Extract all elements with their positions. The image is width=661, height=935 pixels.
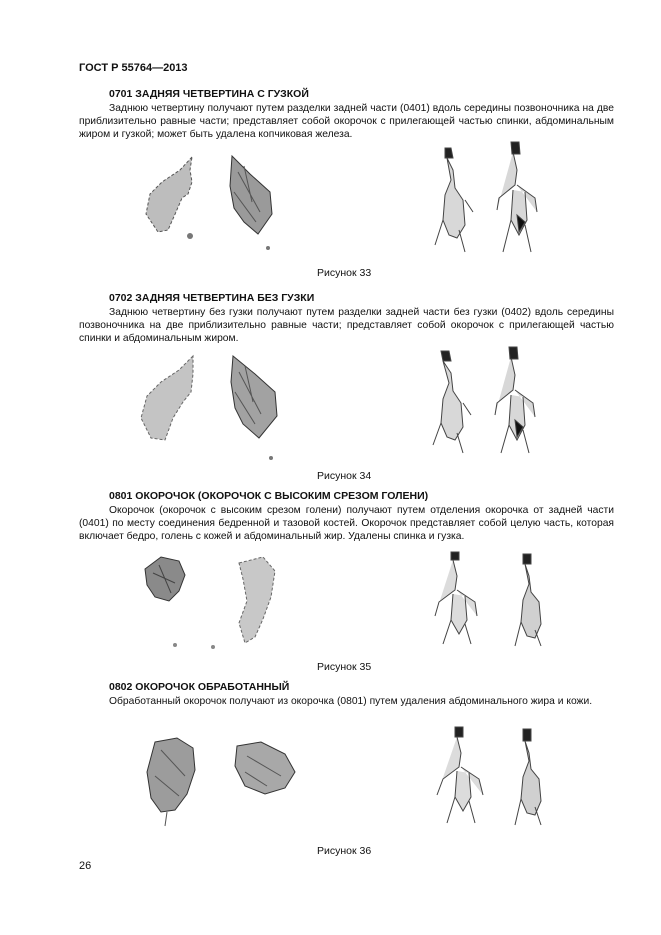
- section-0801: [79, 490, 614, 544]
- page-number: 26: [79, 860, 92, 872]
- section-heading: 0701 ЗАДНЯЯ ЧЕТВЕРТИНА С ГУЗКОЙ: [109, 88, 309, 100]
- section-text: Заднюю четвертину без гузки получают путем разделки задней части без гузки (0402) вдоль середины позвоночника на две приблизительно равные части; представляет собой окорочок с прилегающей частью спинки и абдоминальным жиром.: [79, 307, 614, 345]
- standard-header: ГОСТ Р 55764—2013: [79, 62, 188, 74]
- chicken-skeleton-diagram: [435, 552, 541, 646]
- section-text: Обработанный окорочок получают из окорочка (0801) путем удаления абдоминального жира и кожи.: [109, 696, 593, 707]
- figure-36-photo: [135, 736, 305, 831]
- chicken-skeleton-diagram: [435, 142, 537, 252]
- chicken-skeleton-diagram: [433, 347, 535, 453]
- section-text: Окорочок (окорочок с высоким срезом голени) получают путем отделения окорочка от задней части (0401) по месту соединения бедренной и тазовой костей. Окорочок представляет собой целую часть, которая включает бедро, голень с кожей и абдоминальный жир. Удалены спинка и гузка.: [79, 505, 614, 543]
- section-0702: [79, 292, 614, 346]
- section-text: Заднюю четвертину получают путем разделки задней части (0401) вдоль середины позвоночника на две приблизительно равные части; представляет собой окорочок с прилегающей частью спинки, абдоминальным жиром и гузкой; может быть удалена копчиковая железа.: [79, 103, 614, 141]
- processed-leg-left-shape: [147, 738, 195, 812]
- figure-35-diagram: [425, 550, 555, 650]
- figure-34-photo: [135, 352, 295, 462]
- figure-34-diagram: [425, 345, 555, 460]
- figure-33-diagram: [425, 140, 555, 260]
- hindquarter-left-shape: [146, 157, 192, 232]
- figure-caption: Рисунок 33: [317, 267, 372, 279]
- section-heading: 0802 ОКОРОЧОК ОБРАБОТАННЫЙ: [109, 681, 290, 693]
- figure-caption: Рисунок 35: [317, 661, 372, 673]
- section-0802: [79, 681, 614, 708]
- leg-quarter-right-shape: [239, 557, 275, 643]
- section-heading: 0702 ЗАДНЯЯ ЧЕТВЕРТИНА БЕЗ ГУЗКИ: [109, 292, 315, 304]
- section-heading: 0801 ОКОРОЧОК (ОКОРОЧОК С ВЫСОКИМ СРЕЗОМ ГОЛЕНИ): [109, 490, 429, 502]
- processed-leg-right-shape: [235, 742, 295, 794]
- hindquarter-left-shape: [141, 356, 193, 440]
- chicken-skeleton-diagram: [437, 727, 541, 825]
- figure-caption: Рисунок 36: [317, 845, 372, 857]
- figure-33-photo: [140, 152, 295, 254]
- figure-36-diagram: [425, 725, 555, 830]
- section-0701: [79, 88, 614, 142]
- figure-caption: Рисунок 34: [317, 470, 372, 482]
- figure-35-photo: [135, 553, 295, 653]
